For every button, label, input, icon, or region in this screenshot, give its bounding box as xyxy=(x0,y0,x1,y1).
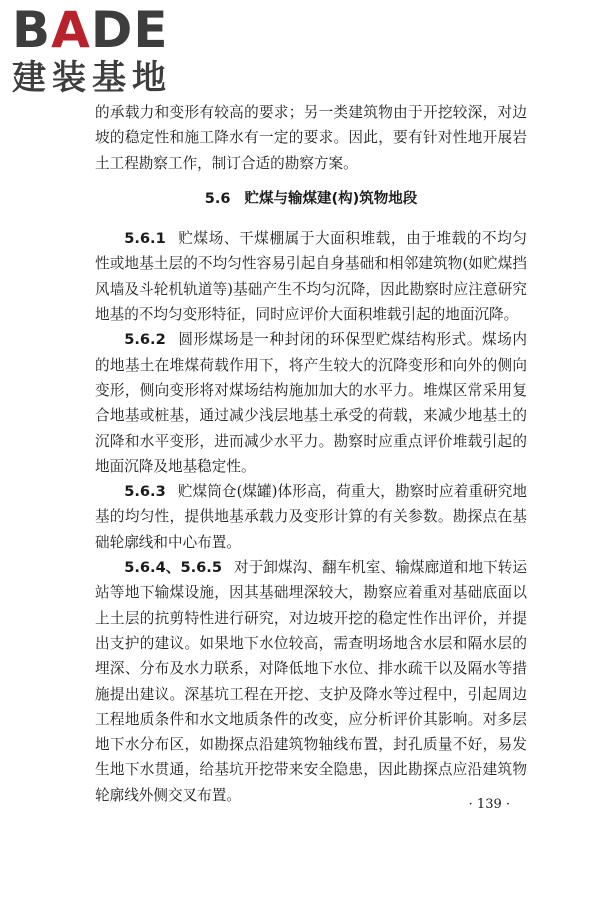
clause-5-6-3 xyxy=(95,479,527,555)
logo-tagline: 建装基地 xyxy=(12,58,172,98)
page-content xyxy=(95,100,527,808)
clause-text: 对于卸煤沟、翻车机室、输煤廊道和地下转运站等地下输煤设施，因其基础埋深较大，勘察应着重对基础底面以上土层的抗剪特性进行研究，对边坡开挖的稳定性作出评价，并提出支护的建议。如果地下水位较高，需查明场地含水层和隔水层的埋深、分布及水力联系，对降低地下水位、排水疏干以及隔水等措施提出建议。深基坑工程在开挖、支护及降水等过程中，引起周边工程地质条件和水文地质条件的改变，应分析评价其影响。对多层地下水分布区，如勘探点沿建筑物轴线布置，封孔质量不好，易发生地下水贯通，给基坑开挖带来安全隐患，因此勘探点应沿建筑物轮廓线外侧交叉布置。 xyxy=(95,559,527,804)
section-heading xyxy=(95,187,527,212)
intro-paragraph: 的承载力和变形有较高的要求；另一类建筑物由于开挖较深，对边坡的稳定性和施工降水有一定的要求。因此，要有针对性地开展岩土工程勘察工作，制订合适的勘察方案。 xyxy=(95,104,527,172)
logo-letter-b: B xyxy=(12,1,52,59)
clause-number: 5.6.3 xyxy=(124,483,166,501)
clause-5-6-4-5 xyxy=(95,555,527,808)
clause-text: 圆形煤场是一种封闭的环保型贮煤结构形式。煤场内的地基土在堆煤荷载作用下，将产生较大的沉降变形和向外的侧向变形，侧向变形将对煤场结构施加加大的水平力。堆煤区常采用复合地基或桩基，通过减少浅层地基土承受的荷载，来减少地基土的沉降和水平变形，进而减少水平力。勘察时应重点评价堆载引起的地面沉降及地基稳定性。 xyxy=(95,331,527,475)
section-number: 5.6 xyxy=(204,190,231,207)
clause-text: 贮煤筒仓(煤罐)体形高，荷重大，勘察时应着重研究地基的均匀性，提供地基承载力及变形计算的有关参数。勘探点在基础轮廓线和中心布置。 xyxy=(95,483,527,551)
section-title: 贮煤与输煤建(构)筑物地段 xyxy=(244,190,418,207)
brand-logo xyxy=(12,1,172,98)
logo-letter-a: A xyxy=(51,1,91,59)
clause-number: 5.6.2 xyxy=(124,331,166,349)
clause-text: 贮煤场、干煤棚属于大面积堆载，由于堆载的不均匀性或地基土层的不均匀性容易引起自身基础和相邻建筑物(如贮煤挡风墙及斗轮机轨道等)基础产生不均匀沉降，因此勘察时应注意研究地基的不均匀变形特征，同时应评价大面积堆载引起的地面沉降。 xyxy=(95,230,527,324)
clause-5-6-2 xyxy=(95,327,527,479)
logo-letters-de: DE xyxy=(90,1,169,59)
clause-number: 5.6.1 xyxy=(124,230,166,248)
clause-5-6-1 xyxy=(95,226,527,327)
page-number: · 139 · xyxy=(468,797,510,812)
clause-number: 5.6.4、5.6.5 xyxy=(124,559,222,577)
logo-wordmark xyxy=(12,1,172,59)
